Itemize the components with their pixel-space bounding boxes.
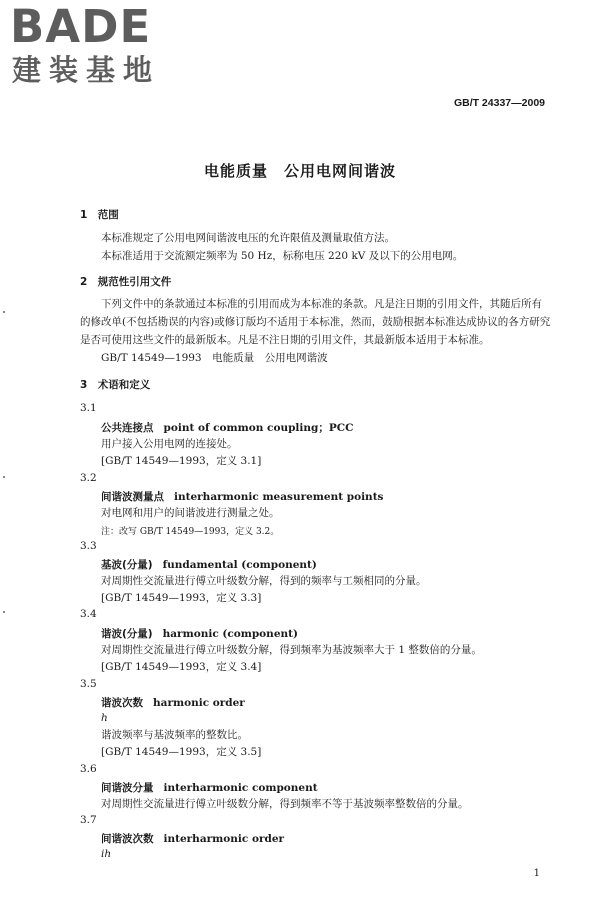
term-heading [101,831,284,846]
term-definition: 用户接入公用电网的连接处。 [101,438,238,450]
section-heading-references: 2 规范性引用文件 [80,276,172,288]
term-heading [101,420,354,435]
logo-subtitle: 建装基地 [12,53,161,87]
term-number: 3.1 [80,402,97,414]
paragraph: 本标准规定了公用电网间谐波电压的允许限值及测量取值方法。 [101,232,395,244]
term-number: 3.5 [80,678,97,690]
term-number: 3.2 [80,472,97,484]
term-zh: 谐波(分量) [101,628,153,640]
paragraph-line: 下列文件中的条款通过本标准的引用而成为本标准的条款。凡是注日期的引用文件，其随后所有 [101,298,542,310]
paragraph: 本标准适用于交流额定频率为 50 Hz，标称电压 220 kV 及以下的公用电网。 [101,250,464,262]
term-definition: 对电网和用户的间谐波进行测量之处。 [101,507,280,519]
standard-number: GB/T 24337—2009 [453,97,545,109]
term-reference: [GB/T 14549—1993，定义 3.1] [101,455,262,467]
term-en: harmonic (component) [162,628,298,640]
term-heading [101,557,317,572]
term-definition: 谐波频率与基波频率的整数比。 [101,729,248,741]
term-en: fundamental (component) [162,559,317,571]
term-zh: 间谐波次数 [101,833,154,845]
paragraph-line: 的修改单(不包括勘误的内容)或修订版均不适用于本标准，然而，鼓励根据本标准达成协议的各方研究 [80,316,551,328]
term-symbol: h [101,712,108,724]
term-number: 3.7 [80,814,97,826]
logo-wordmark: BADE [10,0,152,53]
term-zh: 基波(分量) [101,559,153,571]
term-en: interharmonic order [163,833,285,845]
term-en: point of common coupling；PCC [163,422,354,434]
term-en: interharmonic component [163,782,318,794]
page-number: 1 [533,868,540,879]
term-number: 3.3 [80,540,97,552]
term-zh: 公共连接点 [101,422,154,434]
scan-speck [3,476,5,478]
term-zh: 间谐波分量 [101,782,154,794]
term-definition: 对周期性交流量进行傅立叶级数分解，得到的频率与工频相同的分量。 [101,575,427,587]
paragraph-line: 是否可使用这些文件的最新版本。凡是不注日期的引用文件，其最新版本适用于本标准。 [80,334,490,346]
term-heading [101,626,298,641]
term-zh: 间谐波测量点 [101,491,164,503]
term-number: 3.6 [80,763,97,775]
term-heading [101,489,383,504]
term-en: harmonic order [153,697,245,709]
term-reference: [GB/T 14549—1993，定义 3.4] [101,661,262,673]
term-symbol: ih [101,848,112,860]
term-reference: [GB/T 14549—1993，定义 3.3] [101,592,262,604]
reference-line: GB/T 14549—1993 电能质量 公用电网谐波 [101,352,328,364]
term-reference: [GB/T 14549—1993，定义 3.5] [101,746,262,758]
term-heading [101,780,318,795]
term-definition: 对周期性交流量进行傅立叶级数分解，得到频率为基波频率大于 1 整数倍的分量。 [101,644,482,656]
term-zh: 谐波次数 [101,697,143,709]
section-heading-scope: 1 范围 [80,209,119,221]
section-heading-terms: 3 术语和定义 [80,379,151,391]
scan-speck [3,311,5,313]
term-note: 注：改写 GB/T 14549—1993，定义 3.2。 [101,527,280,537]
term-en: interharmonic measurement points [174,491,384,503]
term-heading [101,695,245,710]
page-title: 电能质量 公用电网间谐波 [203,162,396,180]
term-number: 3.4 [80,608,97,620]
term-definition: 对周期性交流量进行傅立叶级数分解，得到频率不等于基波频率整数倍的分量。 [101,798,469,810]
scan-speck [3,611,5,613]
